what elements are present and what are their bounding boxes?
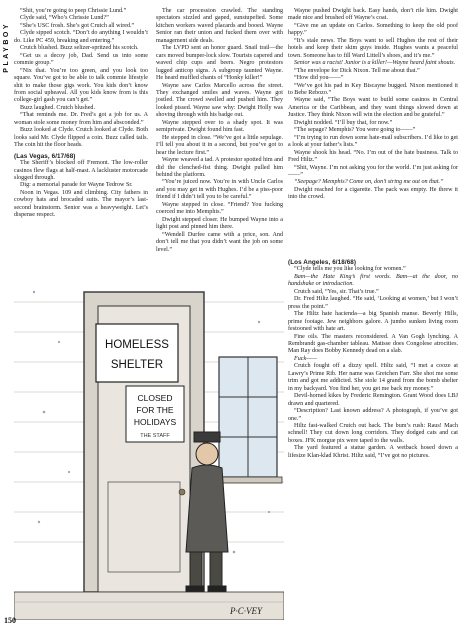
paragraph: “Clyde tells me you like looking for women.” <box>294 266 406 273</box>
paragraph: Crutch fought off a dizzy spell. Hiltz said, “I met a cooze at Lawry’s Prime Rib. Her name was Gretchen Farr. She shot me some trim and got me addicted. She stole 14 grand from the bomb shelter in my backyard. You find her, you get me back my money.” <box>288 363 458 392</box>
paragraph: “Get us a decoy job, Dad. Send us into some commie group.” <box>14 52 148 67</box>
paragraph: Dig: a memorial parade for Wayne Tedrow Sr. <box>20 182 133 189</box>
paragraph: Wayne said, “The Boys want to build some casinos in Central America or the Caribbean, and they want things slowed down at Justice. They think Nixon will win the election and be grateful.” <box>288 97 458 119</box>
paragraph: Devil-horned kikes by Frederic Remington. Grant Wood does LBJ drawn and quartered. <box>288 393 458 407</box>
paragraph: Fuck—— <box>294 355 318 362</box>
card-holidays: HOLIDAYS <box>133 417 177 427</box>
paragraph: “The envelope for Dick Nixon. Tell me about that.” <box>294 67 420 74</box>
cartoon-illustration <box>14 262 284 620</box>
paragraph: Wayne stepped over to a shady spot. It was semiprivate. Dwight found him fast. <box>156 119 283 134</box>
text-column-2 <box>156 8 283 254</box>
paragraph: Buzz looked at Clyde. Crutch looked at Clyde. Both looks said Mr. Clyde flipped a coin. Buzz called tails. The coin hit the floor heads. <box>14 127 148 149</box>
sign-homeless: HOMELESS <box>105 339 169 351</box>
paragraph: Dwight reached for a cigarette. The pack was empty. He threw it into the crowd. <box>288 186 458 201</box>
paragraph: Wayne weaved a tad. A protestor spotted him and did the clenched-fist thing. Dwight pulled him behind the platform. <box>156 157 283 178</box>
paragraph: Buzz laughed. Crutch blushed. <box>20 104 95 111</box>
text-column-1 <box>14 8 148 220</box>
paragraph: Wayne stepped in close. “Friend? You fucking coerced me into Memphis.” <box>156 201 283 216</box>
text-column-3-lower <box>288 256 458 460</box>
paragraph: “Shit, Wayne. I’m not asking you for the world. I’m just asking for——” <box>288 164 458 178</box>
paragraph: Wayne pushed Dwight back. Easy hands, don’t rile him. Dwight made nice and brushed off Wayne’s coat. <box>288 8 458 22</box>
paragraph: “Wendell Durfee came with a price, son. And don’t tell me that you didn’t want the job on some level.” <box>156 231 283 253</box>
paragraph: Wayne shook his head. “No. I’m out of the hate business. Talk to Fred Hiltz.” <box>288 149 458 164</box>
paragraph: “Seepage? Memphis? Come on, don’t string me out on that.” <box>294 179 444 186</box>
paragraph: “You’re juiced now. You’re in with Uncle Carlos and you may get in with Hughes. I’d be a piss-poor friend if I didn’t tell you to be careful.” <box>156 179 283 201</box>
paragraph: “That reminds me. Dr. Fred’s got a job for us. A woman stole some money from him and absconded.” <box>14 112 148 126</box>
sign-shelter: SHELTER <box>110 359 164 371</box>
paragraph: Fine oils. The masters reconsidered. A Van Gogh lynching. A Rembrandt gas-chamber tableau. Matisse does Congolese atrocities. Man Ray does Bobby Kennedy dead on a slab. <box>288 333 458 355</box>
paragraph: “I’m trying to run down some hate-mail subscribers. I’d like to get a look at your father’s lists.” <box>288 134 458 149</box>
paragraph: Wayne saw Carlos Marcello across the street. They exchanged smiles and waves. Wayne got jostled. The crowd swelled and pushed him. They looked pissed. Wayne saw why: Dwight Holly was shoving through with his badge out. <box>156 82 283 119</box>
paragraph: The LVPD sent an honor guard. Snail trail—the cars moved bumper-lock slow. Tourists capered and waved chip cups and beers. Negro protestors lugged anticop signs. A subgroup taunted Wayne. He heard muffled chants of “Honky killer!” <box>156 45 283 82</box>
page-number: 150 <box>4 616 16 625</box>
card-staff: THE STAFF <box>140 433 170 439</box>
section-dateline: (Los Angeles, 6/18/68) <box>288 259 357 266</box>
paragraph: Senior was a racist! Junior is a killer!—Wayne heard faint shouts. <box>294 60 456 67</box>
paragraph: “She’s USC frosh. She’s got Crutch all wired.” <box>20 22 135 29</box>
paragraph: The yard featured a statue garden. A wetback hosed down a lifesize Klan-klad Khrist. Hiltz said, “I’ve got no pictures. <box>288 445 458 459</box>
paragraph: Hiltz fast-walked Crutch out back. The bum’s rush: Raus! Mach schnell! They cut down long corridors. They dodged cats and cat boxes. JFK morgue pix were taped to the walls. <box>288 422 458 444</box>
paragraph: “We’ve got his pad in Key Biscayne bugged. Nixon mentioned it to Bebe Rebozo.” <box>288 82 458 96</box>
paragraph: Dwight stepped closer. He bumped Wayne into a light post and pinned him there. <box>156 216 283 231</box>
paragraph: He stepped in close. “We’ve got a little sepulage. I’ll tell you about it in a second, but you’ve got to hear the lecture first.” <box>156 134 283 156</box>
paragraph: The Hiltz hate hacienda—a big Spanish manse. Beverly Hills, prime footage. Jew neighbors galore. A jumbo sunken living room festooned with hate art. <box>288 311 458 333</box>
text-column-3-upper <box>288 8 458 202</box>
paragraph: “Nix that. You’re too green, and you look too square. You’ve got to be able to talk commie lifestyle shit to make those gigs work. You kids don’t know from social upheaval. All you kids know from is this college-girl gash you can’t get.” <box>14 67 148 104</box>
paragraph: “Shit, you’re going to peep Chrissie Lund.” <box>20 8 127 14</box>
paragraph: Noon in Vegas. 109 and climbing. City fathers in cowboy hats and brocaded suits. The mayor’s last-second brainstorm. Senior was a heavyweight. Let’s dispense respect. <box>14 189 148 219</box>
paragraph: “The sepage? Memphis? You were going to——” <box>294 127 416 134</box>
paragraph: Dr. Fred Hiltz laughed. “He said, ‘Looking at women,’ but I won’t press the point.” <box>288 296 458 310</box>
section-dateline: (Las Vegas, 6/17/68) <box>14 152 76 160</box>
paragraph: Crutch blushed. Buzz seltzer-spritzed his scotch. <box>20 45 139 52</box>
paragraph: “Description? Last known address? A photograph, if you’ve got one.” <box>288 408 458 422</box>
paragraph: The car procession crawled. The standing spectators sizzled and gaped, sunstupefied. Some kitchen workers waved placards and booed. Wayne Senior ran their union and fucked them over with management side deals. <box>156 8 283 44</box>
paragraph: Clyde said, “Who’s Chrissie Lund?” <box>20 15 109 22</box>
paragraph: Bam—the Hate King’s first words. Bam—at the door, no handshake or introduction. <box>288 273 458 288</box>
card-for-the: FOR THE <box>136 405 174 415</box>
paragraph: Clyde sipped scotch. “Don’t do anything I wouldn’t do. Like PC 459, breaking and entering.” <box>14 30 148 44</box>
paragraph: Dwight nodded. “I’ll buy that, for now.” <box>294 119 393 126</box>
card-closed: CLOSED <box>137 393 173 403</box>
paragraph: Crutch said, “Yes, sir. That’s true.” <box>294 288 379 295</box>
paragraph: The Sheriff’s blocked off Fremont. The low-roller casinos flew flags at half-mast. A lackluster motorcade slogged through. <box>14 160 148 181</box>
cartoonist-signature: P·C·VEY <box>229 606 263 616</box>
running-head-brand: PLAYBOY <box>3 22 10 73</box>
paragraph: “Give me an update on Carlos. Something to keep the old poof happy.” <box>288 22 458 37</box>
paragraph: “How did you——” <box>294 75 344 82</box>
paragraph: “It’s stale news. The Boys want to sell Hughes the rest of their hotels and keep their skim guys inside. Hughes wants a peaceful town. Someone has to fill Ward Littell’s shoes, and it’s me.” <box>288 37 458 59</box>
